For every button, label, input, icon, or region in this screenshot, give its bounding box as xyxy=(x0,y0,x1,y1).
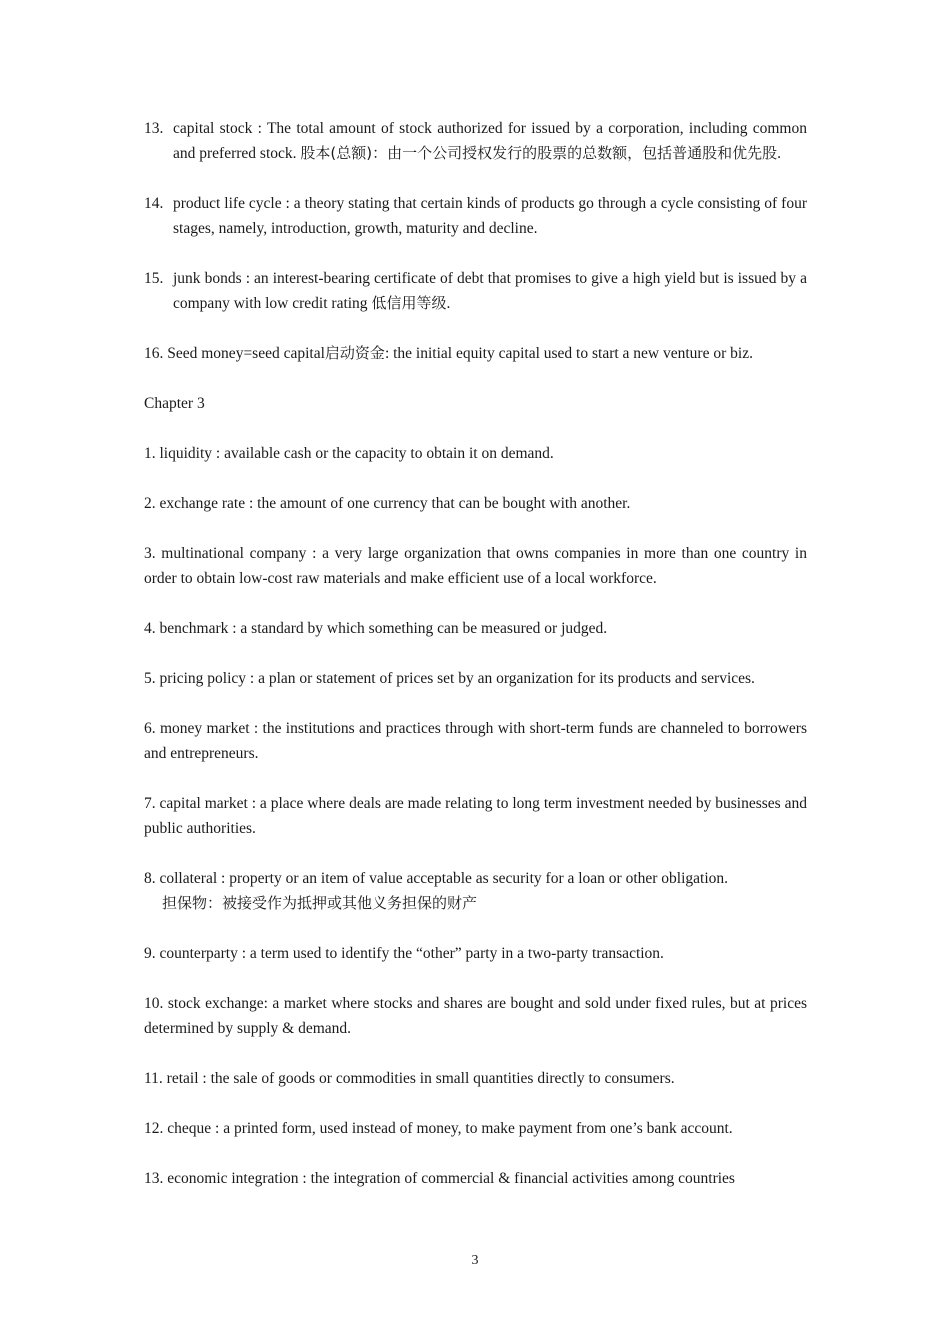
document-body xyxy=(144,116,807,1216)
glossary-entry-stock-exchange: 10. stock exchange: a market where stocks and shares are bought and sold under fixed rules, but at prices determined by supply & demand. xyxy=(144,995,807,1037)
glossary-entry-liquidity: 1. liquidity : available cash or the capacity to obtain it on demand. xyxy=(144,445,554,462)
glossary-entry-junk-bonds xyxy=(144,266,807,316)
glossary-entry-benchmark: 4. benchmark : a standard by which something can be measured or judged. xyxy=(144,620,608,637)
entry-tail: . xyxy=(777,145,781,162)
entry-text: capital stock : The total amount of stock authorized for issued by a corporation, including common and preferred stock. xyxy=(173,120,807,162)
entry-text: junk bonds : an interest-bearing certificate of debt that promises to give a high yield but is issued by a company with low credit rating xyxy=(173,270,807,312)
glossary-entry-exchange-rate: 2. exchange rate : the amount of one currency that can be bought with another. xyxy=(144,495,631,512)
entry-chinese-gloss: 低信用等级 xyxy=(371,294,447,312)
page-number: 3 xyxy=(471,1253,479,1268)
entry-number: 14. xyxy=(144,195,164,212)
entry-text: 16. Seed money=seed capital xyxy=(144,345,325,362)
entry-chinese-gloss: 股本(总额)：由一个公司授权发行的股票的总数额，包括普通股和优先股 xyxy=(300,144,778,162)
entry-chinese-gloss: 担保物：被接受作为抵押或其他义务担保的财产 xyxy=(162,894,478,912)
glossary-entry-retail: 11. retail : the sale of goods or commodities in small quantities directly to consumers. xyxy=(144,1070,675,1087)
glossary-entry-seed-money xyxy=(144,341,807,366)
glossary-entry-collateral xyxy=(144,866,807,916)
entry-chinese-gloss: 启动资金 xyxy=(324,344,385,362)
glossary-entry-capital-market: 7. capital market : a place where deals are made relating to long term investment needed by businesses and public authorities. xyxy=(144,795,807,837)
glossary-entry-product-life-cycle xyxy=(144,191,807,241)
entry-text: product life cycle : a theory stating that certain kinds of products go through a cycle consisting of four stages, namely, introduction, growth, maturity and decline. xyxy=(173,195,807,237)
entry-tail: . xyxy=(446,295,451,312)
glossary-entry-money-market: 6. money market : the institutions and practices through with short-term funds are channeled to borrowers and entrepreneurs. xyxy=(144,720,807,762)
glossary-entry-cheque: 12. cheque : a printed form, used instead of money, to make payment from one’s bank account. xyxy=(144,1120,733,1137)
glossary-entry-multinational-company: 3. multinational company : a very large organization that owns companies in more than one country in order to obtain low-cost raw materials and make efficient use of a local workforce. xyxy=(144,545,807,587)
glossary-entry-counterparty: 9. counterparty : a term used to identify the “other” party in a two-party transaction. xyxy=(144,945,664,962)
entry-text: 8. collateral : property or an item of value acceptable as security for a loan or other obligation. xyxy=(144,870,729,887)
chapter-heading: Chapter 3 xyxy=(144,395,205,412)
glossary-entry-capital-stock xyxy=(144,116,807,166)
glossary-entry-pricing-policy: 5. pricing policy : a plan or statement of prices set by an organization for its products and services. xyxy=(144,670,755,687)
entry-number: 13. xyxy=(144,120,164,137)
entry-number: 15. xyxy=(144,270,164,287)
entry-definition: : the initial equity capital used to start a new venture or biz. xyxy=(384,345,753,362)
glossary-entry-economic-integration: 13. economic integration : the integration of commercial & financial activities among countries xyxy=(144,1170,735,1187)
